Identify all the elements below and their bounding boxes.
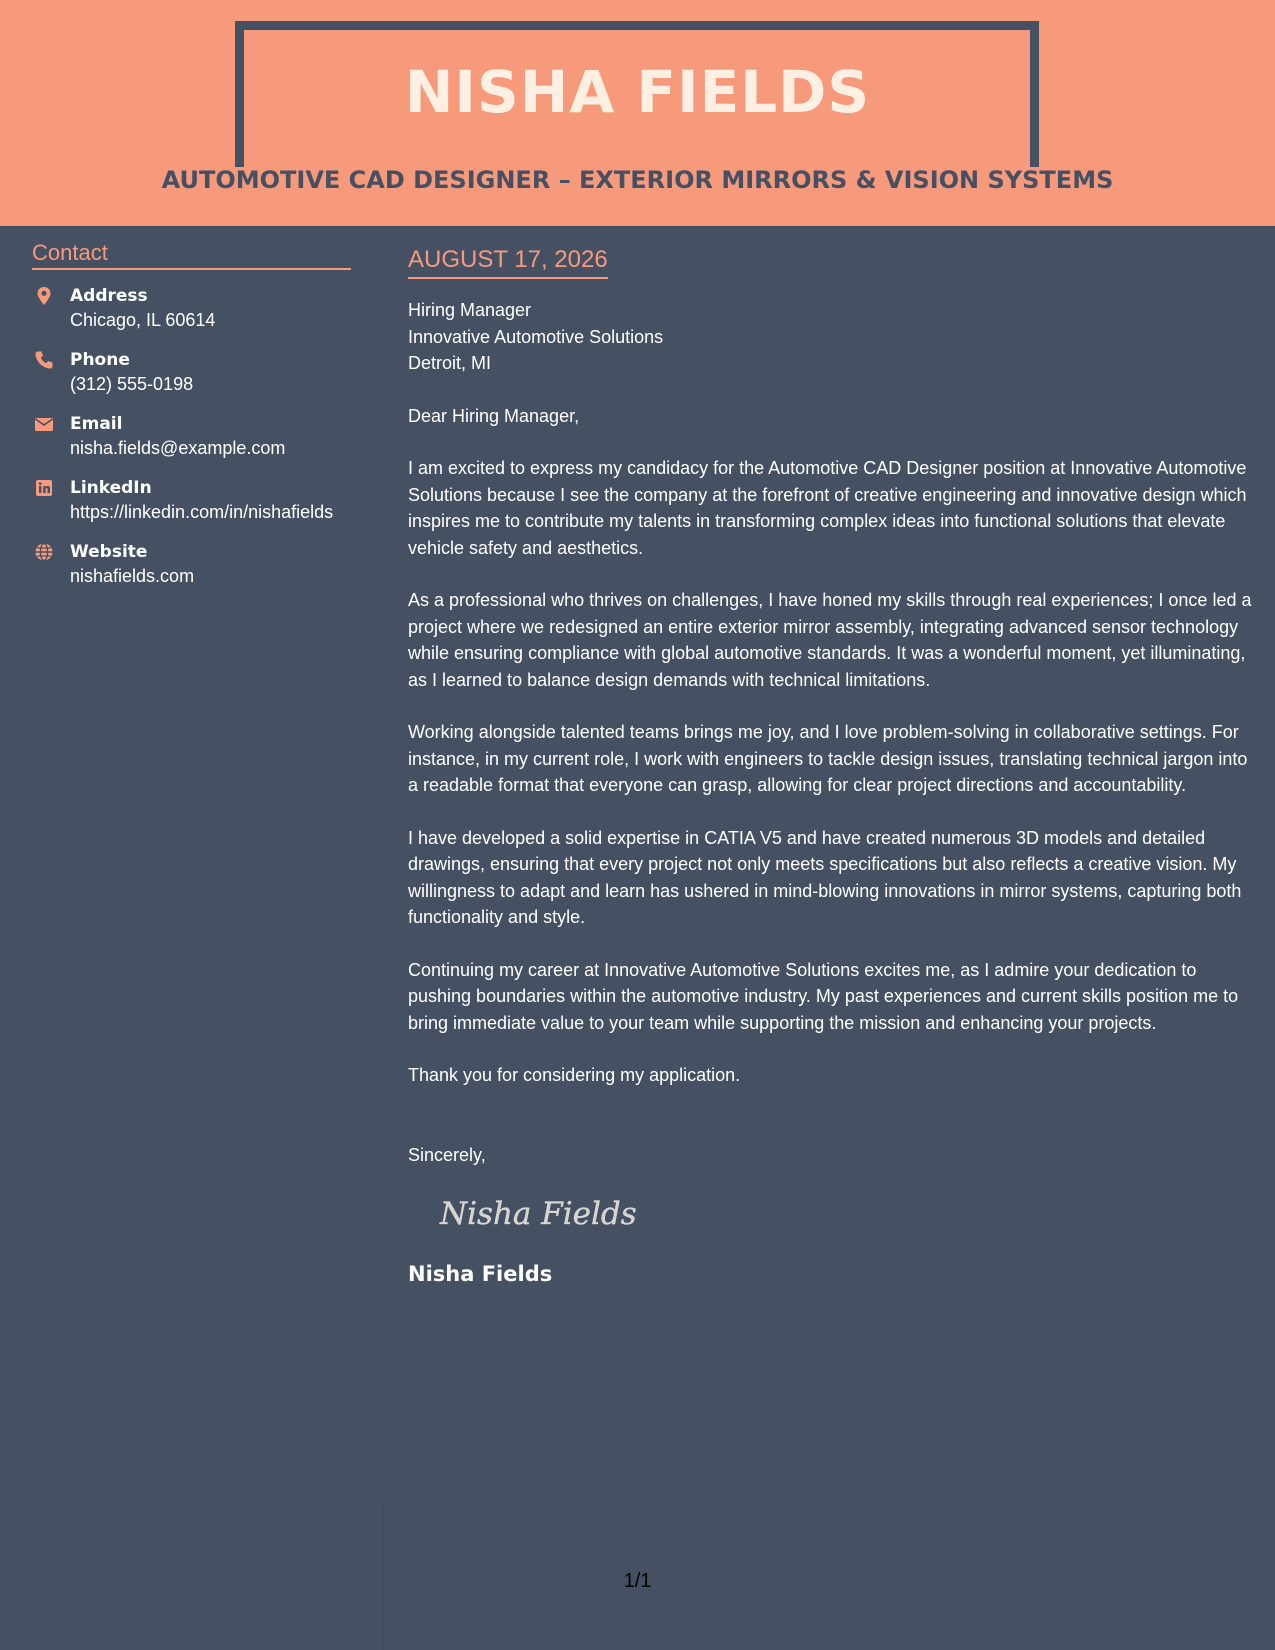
recipient-line: Detroit, MI <box>408 353 492 373</box>
recipient-line: Innovative Automotive Solutions <box>408 326 664 347</box>
signed-name: Nisha Fields <box>408 1262 553 1286</box>
contact-label: LinkedIn <box>70 478 152 498</box>
contact-value: Chicago, IL 60614 <box>70 310 216 330</box>
letter-paragraph: I am excited to express my candidacy for the Automotive CAD Designer position at Innovative Automotive Solutions because I see the company at the forefront of creative engineering and innovative design which inspires me to contribute my talents in transforming complex ideas into functional solutions that elevate vehicle safety and aesthetics. <box>408 458 1247 558</box>
closing: Sincerely, <box>408 1144 486 1165</box>
contact-label: Website <box>70 542 148 562</box>
contact-address <box>32 284 351 332</box>
letter-paragraph: I have developed a solid expertise in CATIA V5 and have created numerous 3D models and detailed drawings, ensuring that every project not only meets specifications but also reflects a creative vision. My willingness to adapt and learn has ushered in mind-blowing innovations in mirror systems, capturing both functionality and style. <box>408 827 1242 927</box>
map-pin-icon <box>34 286 54 306</box>
signature-image <box>438 1190 648 1236</box>
page-number: 1/1 <box>623 1570 652 1592</box>
contact-label: Email <box>70 414 123 434</box>
phone-icon <box>34 350 54 370</box>
linkedin-icon <box>34 478 54 498</box>
contact-label: Address <box>70 286 148 306</box>
job-title: AUTOMOTIVE CAD DESIGNER – EXTERIOR MIRRORS & VISION SYSTEMS <box>161 166 1114 194</box>
contact-value: nisha.fields@example.com <box>70 438 286 458</box>
contact-linkedin <box>32 476 351 524</box>
letter-date: AUGUST 17, 2026 <box>408 246 608 279</box>
letter-paragraph: Continuing my career at Innovative Automotive Solutions excites me, as I admire your dedication to pushing boundaries within the automotive industry. My past experiences and current skills position me to bring immediate value to your team while supporting the mission and enhancing your projects. <box>408 959 1239 1033</box>
signature-text: Nisha Fields <box>440 1196 637 1232</box>
letter-paragraph: Working alongside talented teams brings me joy, and I love problem-solving in collaborative settings. For instance, in my current role, I work with engineers to tackle design issues, translating technical jargon into a readable format that everyone can grasp, allowing for clear project directions and accountability. <box>408 722 1248 795</box>
letter-paragraph: Thank you for considering my application. <box>408 1065 741 1085</box>
letter-body <box>408 246 1253 1286</box>
envelope-icon <box>34 414 54 434</box>
website-link[interactable]: nishafields.com <box>70 566 195 586</box>
letter-paragraph: As a professional who thrives on challenges, I have honed my skills through real experiences; I once led a project where we redesigned an entire exterior mirror assembly, integrating advanced sensor technology while ensuring compliance with global automotive standards. It was a wonderful moment, yet illuminating, as I learned to balance design demands with technical limitations. <box>408 590 1252 690</box>
contact-heading: Contact <box>32 240 351 270</box>
globe-icon <box>34 542 54 562</box>
contact-value: (312) 555-0198 <box>70 374 194 394</box>
contact-website <box>32 540 351 588</box>
contact-label: Phone <box>70 350 130 370</box>
contact-email <box>32 412 351 460</box>
linkedin-link[interactable]: https://linkedin.com/in/nishafields <box>70 502 334 522</box>
recipient-line: Hiring Manager <box>408 300 532 320</box>
recipient-block <box>408 297 1253 377</box>
applicant-name: NISHA FIELDS <box>404 58 871 126</box>
salutation: Dear Hiring Manager, <box>408 405 580 426</box>
contact-sidebar <box>32 240 351 604</box>
contact-phone <box>32 348 351 396</box>
header-banner <box>0 0 1275 226</box>
